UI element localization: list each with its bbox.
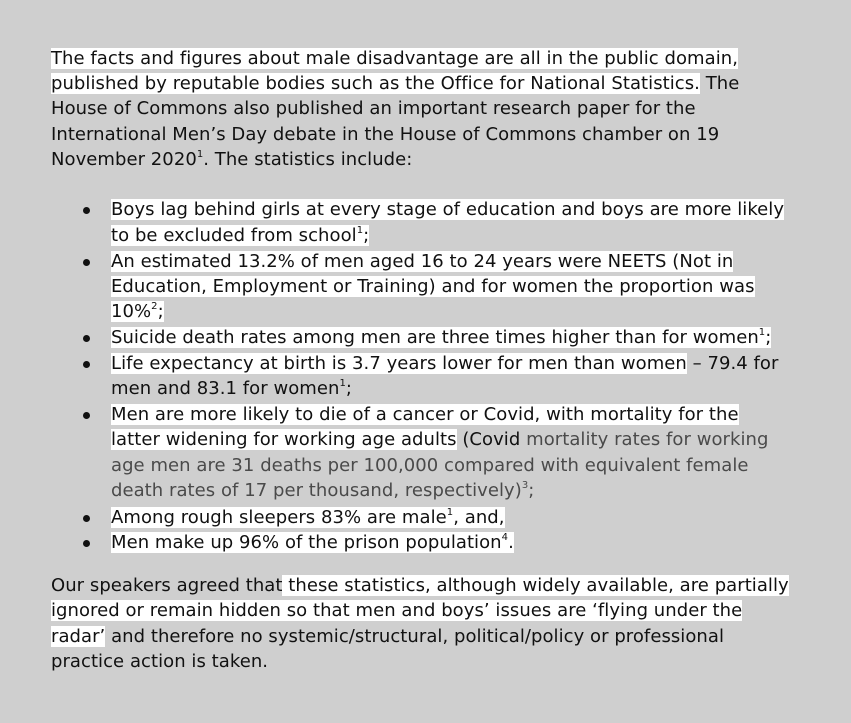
closing-text-1a: Our speakers agreed that <box>51 575 283 596</box>
list-item-5-text-2a: latter widening for working age adults <box>111 429 457 450</box>
list-item-5-text-2c: mortality rates for working <box>520 429 769 450</box>
intro-line-5 <box>51 147 412 173</box>
list-item-2-line-1 <box>111 249 733 275</box>
list-item-3-line-1 <box>111 325 771 351</box>
bullet-icon <box>81 249 93 275</box>
list-item-4-line-2 <box>111 376 352 402</box>
list-item-2-text-3b: ; <box>157 301 164 322</box>
list-item-2-line-2 <box>111 274 755 300</box>
list-item-5-line-4 <box>111 478 534 504</box>
closing-line-1 <box>51 573 789 599</box>
intro-line-2 <box>51 71 739 97</box>
list-item-2-text-2: Education, Employment or Training) and for women the proportion was <box>111 276 755 297</box>
intro-line-3 <box>51 96 696 122</box>
list-item-7-text-1a: Men make up 96% of the prison population <box>111 532 502 553</box>
bullet-icon <box>81 505 93 531</box>
intro-line-4 <box>51 122 719 148</box>
list-item-1-text-2b: ; <box>363 225 370 246</box>
closing-line-3 <box>51 624 724 650</box>
list-item-5-text-4a: death rates of 17 per thousand, respectively) <box>111 480 522 501</box>
list-item-3-text-1a: Suicide death rates among men are three times higher than for women <box>111 327 759 348</box>
list-item-6-line-1 <box>111 505 505 531</box>
closing-text-3b: and therefore no systemic/structural, political/policy or professional <box>105 626 724 647</box>
footnote-ref: 1 <box>446 507 454 518</box>
list-item-2-line-3 <box>111 299 164 325</box>
list-item-4-line-1 <box>111 351 778 377</box>
footnote-ref: 1 <box>356 225 364 236</box>
list-item-1-text-2a: to be excluded from school <box>111 225 357 246</box>
intro-text-4: International Men’s Day debate in the House of Commons chamber on 19 <box>51 124 720 145</box>
list-item-4-text-2a: men and 83.1 for women <box>111 378 340 399</box>
list-item-5-text-1: Men are more likely to die of a cancer or Covid, with mortality for the <box>111 404 739 425</box>
closing-text-2: ignored or remain hidden so that men and boys’ issues are ‘flying under the <box>51 600 743 621</box>
list-item-4-text-1b: – 79.4 for <box>686 353 779 374</box>
intro-text-2b: The <box>699 73 740 94</box>
footnote-ref: 1 <box>758 327 766 338</box>
list-item-1-text-1: Boys lag behind girls at every stage of education and boys are more likely <box>111 199 785 220</box>
intro-text-1: The facts and figures about male disadvantage are all in the public domain, <box>51 48 738 69</box>
footnote-ref: 3 <box>521 480 529 491</box>
closing-text-3a: radar’ <box>51 626 106 647</box>
intro-text-3: House of Commons also published an important research paper for the <box>51 98 696 119</box>
closing-text-4: practice action is taken. <box>51 651 269 672</box>
footnote-ref: 1 <box>339 378 346 389</box>
list-item-4-text-1a: Life expectancy at birth is 3.7 years lower for men than women <box>111 353 687 374</box>
list-item-5-text-2b: (Covid <box>456 429 521 450</box>
bullet-icon <box>81 402 93 428</box>
footnote-ref: 4 <box>501 532 509 543</box>
list-item-5-text-3: age men are 31 deaths per 100,000 compared with equivalent female <box>111 455 749 476</box>
list-item-6-text-1b: , and, <box>453 507 505 528</box>
list-item-2-text-3a: 10% <box>111 301 152 322</box>
list-item-5-line-3 <box>111 453 749 479</box>
bullet-icon <box>81 197 93 223</box>
closing-text-1b: these statistics, although widely available, are partially <box>282 575 789 596</box>
list-item-4-text-2b: ; <box>345 378 352 399</box>
list-item-5-text-4b: ; <box>528 480 535 501</box>
list-item-7-text-1b: . <box>508 532 514 553</box>
list-item-1-line-2 <box>111 223 369 249</box>
intro-line-1 <box>51 46 738 72</box>
list-item-5-line-1 <box>111 402 739 428</box>
list-item-2-text-1: An estimated 13.2% of men aged 16 to 24 years were NEETS (Not in <box>111 251 734 272</box>
bullet-icon <box>81 351 93 377</box>
closing-line-4 <box>51 649 268 675</box>
closing-line-2 <box>51 598 742 624</box>
intro-text-2a: published by reputable bodies such as the Office for National Statistics. <box>51 73 700 94</box>
footnote-ref: 2 <box>151 301 158 312</box>
footnote-ref: 1 <box>196 149 204 160</box>
intro-text-5a: November 2020 <box>51 149 197 170</box>
list-item-5-line-2 <box>111 427 768 453</box>
bullet-icon <box>81 530 93 556</box>
intro-text-5b: . The statistics include: <box>203 149 413 170</box>
list-item-1-line-1 <box>111 197 784 223</box>
list-item-3-text-1b: ; <box>765 327 772 348</box>
list-item-7-line-1 <box>111 530 514 556</box>
list-item-6-text-1a: Among rough sleepers 83% are male <box>111 507 447 528</box>
bullet-icon <box>81 325 93 351</box>
